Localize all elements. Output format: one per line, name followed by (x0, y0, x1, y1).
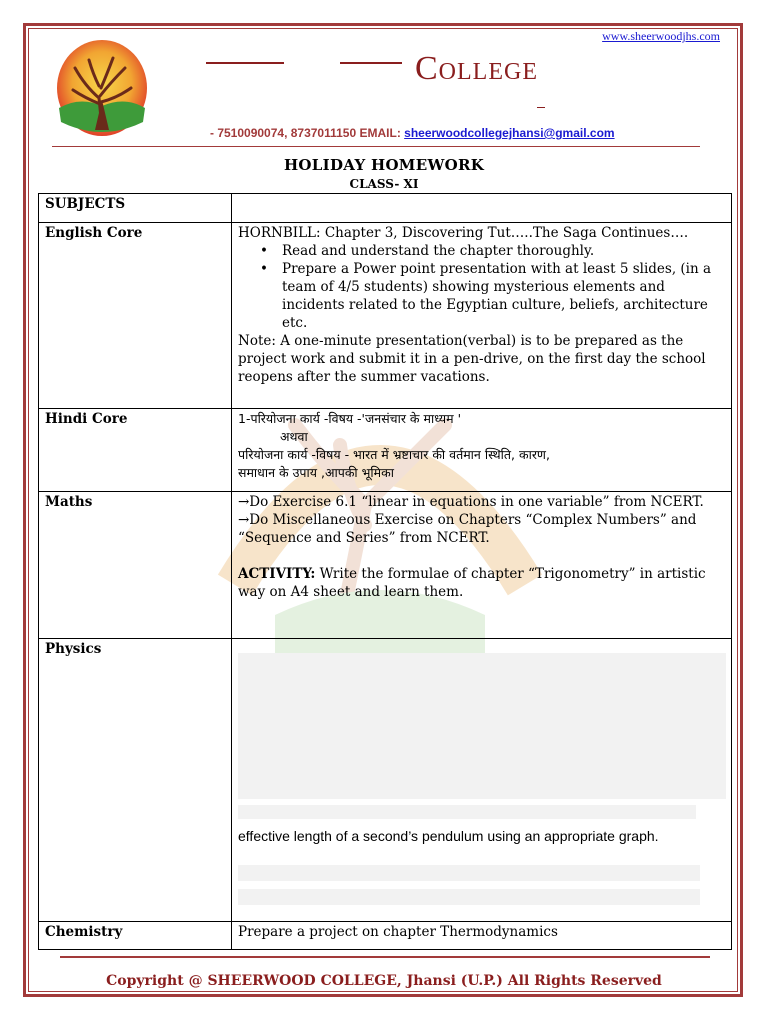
maths-tasks (232, 492, 732, 639)
contact-phones: - 7510090074, 8737011150 EMAIL: (210, 126, 405, 140)
physics-obscured-block (238, 653, 726, 799)
homework-table (38, 193, 732, 950)
subject-chemistry: Chemistry (39, 922, 232, 950)
subject-physics: Physics (39, 639, 232, 922)
header-rule-mid (340, 62, 402, 64)
subjects-header: SUBJECTS (39, 194, 232, 223)
hindi-line-1: 1-परियोजना कार्य -विषय -'जनसंचार के माध्यम ' (238, 411, 462, 426)
college-logo (55, 38, 149, 138)
college-title: College (415, 50, 538, 87)
header-divider (52, 146, 700, 147)
subject-english: English Core (39, 223, 232, 409)
english-bullet-1: • Read and understand the chapter thoroughly. (282, 242, 725, 260)
table-row (39, 639, 732, 922)
english-note: Note: A one-minute presentation(verbal) is to be prepared as the project work and submit it in a pen-drive, on the first day the school reopens after the summer vacations. (238, 333, 706, 385)
contact-line (210, 126, 615, 140)
physics-obscured-line (238, 805, 696, 819)
english-bullet-2: • Prepare a Power point presentation with at least 5 slides, (in a team of 4/5 students) showing mysterious elements and incidents related to the Egyptian culture, beliefs, architecture etc. (282, 260, 725, 332)
email-link[interactable]: sheerwoodcollegejhansi@gmail.com (404, 126, 615, 140)
table-row (39, 194, 732, 223)
subject-hindi: Hindi Core (39, 409, 232, 492)
table-row (39, 223, 732, 409)
maths-activity (238, 565, 725, 601)
hindi-line-4: समाधान के उपाय ,आपकी भूमिका (238, 465, 394, 480)
footer-divider (60, 956, 710, 958)
english-intro: HORNBILL: Chapter 3, Discovering Tut…..The Saga Continues…. (238, 225, 689, 241)
subject-maths: Maths (39, 492, 232, 639)
physics-obscured-line (238, 889, 700, 905)
maths-line-1: →Do Exercise 6.1 “linear in equations in one variable” from NCERT. (238, 494, 704, 510)
physics-text: effective length of a second’s pendulum using an appropriate graph. (238, 828, 659, 844)
header-dash (537, 107, 545, 108)
page-title: HOLIDAY HOMEWORK (283, 156, 485, 174)
table-row (39, 409, 732, 492)
activity-text: Write the formulae of chapter “Trigonometry” in artistic way on A4 sheet and learn them. (238, 566, 706, 600)
english-bullets (238, 242, 725, 332)
activity-label: ACTIVITY: (238, 566, 316, 582)
website-link[interactable]: www.sheerwoodjhs.com (602, 29, 720, 43)
physics-tasks (232, 639, 732, 922)
table-row (39, 492, 732, 639)
physics-obscured-line (238, 865, 700, 881)
chemistry-task: Prepare a project on chapter Thermodynamics (232, 922, 732, 950)
class-label: CLASS- XI (349, 177, 419, 191)
hindi-tasks (232, 409, 732, 492)
table-row (39, 922, 732, 950)
header-blank-cell (232, 194, 732, 223)
hindi-line-2: अथवा (280, 429, 308, 444)
hindi-line-3: परियोजना कार्य -विषय - भारत में भ्रष्टाचार की वर्तमान स्थिति, कारण, (238, 447, 550, 462)
header-rule-left (206, 62, 284, 64)
maths-line-2: →Do Miscellaneous Exercise on Chapters “Complex Numbers” and “Sequence and Series” from NCERT. (238, 512, 697, 546)
english-tasks (232, 223, 732, 409)
copyright-text: Copyright @ SHEERWOOD COLLEGE, Jhansi (U.P.) All Rights Reserved (106, 973, 662, 989)
